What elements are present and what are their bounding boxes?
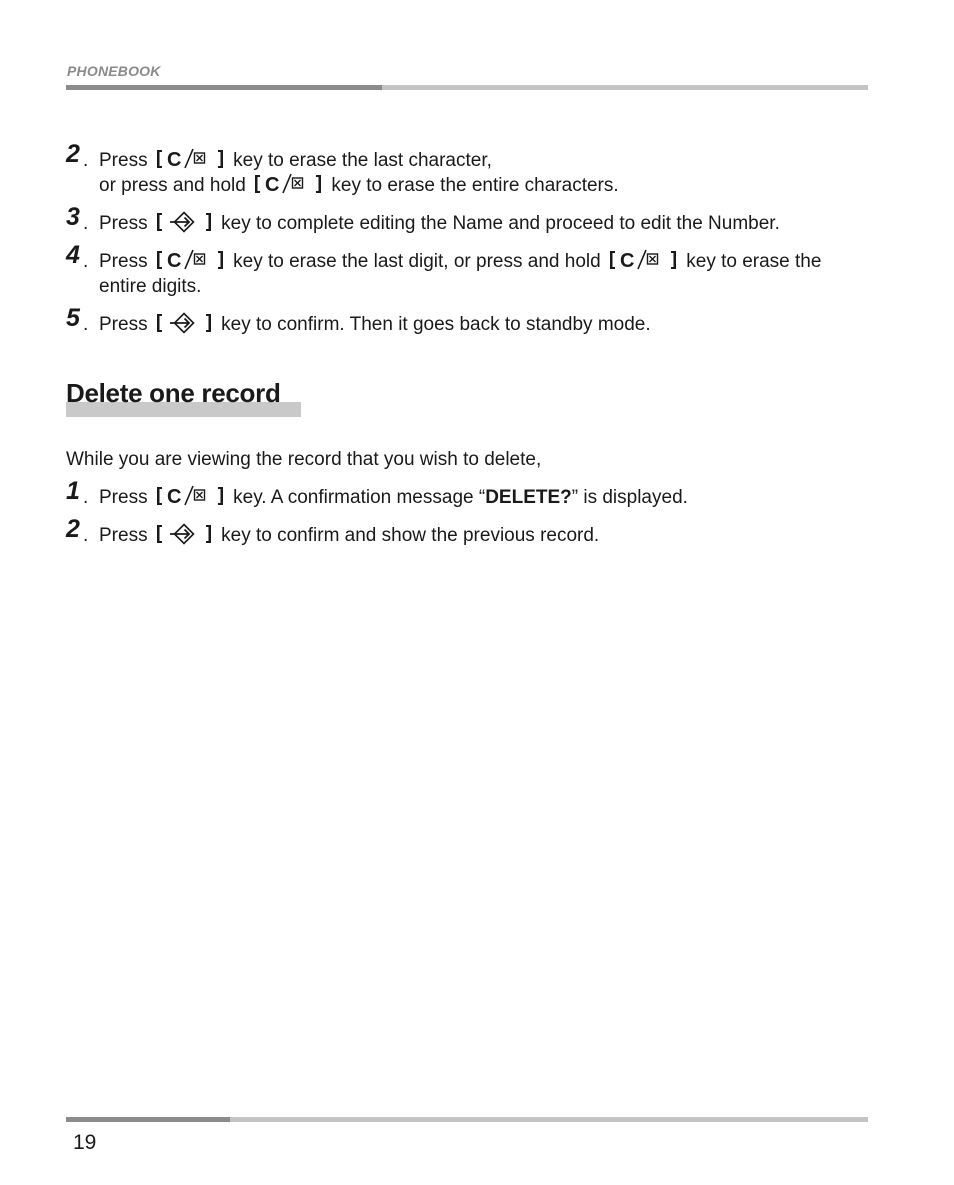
svg-text:C: C <box>265 174 280 195</box>
header-rule <box>66 85 868 90</box>
step-number: 4 <box>66 241 80 269</box>
step-delete-press: 1 . Press C key. A confirmation message “DELETE?” is displayed. <box>66 477 688 508</box>
ok-key-icon <box>155 523 213 545</box>
svg-text:C: C <box>166 486 182 507</box>
section-header: PHONEBOOK <box>67 63 161 79</box>
step-number: 5 <box>66 304 80 332</box>
clear-key-icon <box>155 148 225 170</box>
clear-key-icon <box>608 249 678 271</box>
svg-text:C: C <box>166 250 182 271</box>
page-number: 19 <box>73 1131 97 1154</box>
intro-text: While you are viewing the record that you wish to delete, <box>66 449 542 470</box>
step-delete-confirm: 2 . Press key to confirm and show the previous record. <box>66 515 600 546</box>
step-number: 3 <box>66 203 80 231</box>
step-number: 2 <box>66 140 80 168</box>
confirmation-message: DELETE? <box>485 487 572 508</box>
clear-key-icon <box>155 485 225 507</box>
clear-key-icon <box>253 173 323 195</box>
section-title: Delete one record <box>66 378 281 408</box>
clear-key-icon <box>155 249 225 271</box>
section-heading-wrap <box>66 378 283 409</box>
ok-key-icon <box>155 211 213 233</box>
ok-key-icon <box>155 312 213 334</box>
step-complete-name: 3 . Press key to complete editing the Name and proceed to edit the Number. <box>66 203 780 234</box>
step-confirm-standby: 5 . Press key to confirm. Then it goes back to standby mode. <box>66 304 651 335</box>
step-erase-character: 2 . Press C key to erase the last character, or press and hold C key to erase the entire characters. <box>66 140 619 196</box>
step-number: 2 <box>66 515 80 543</box>
footer-rule <box>66 1117 868 1122</box>
svg-text:C: C <box>619 250 635 271</box>
step-number: 1 <box>66 477 80 505</box>
step-erase-digit: 4 . Press C key to erase the last digit, or press and hold C key to erase the entire digits. <box>66 241 822 297</box>
svg-text:C: C <box>166 149 182 170</box>
